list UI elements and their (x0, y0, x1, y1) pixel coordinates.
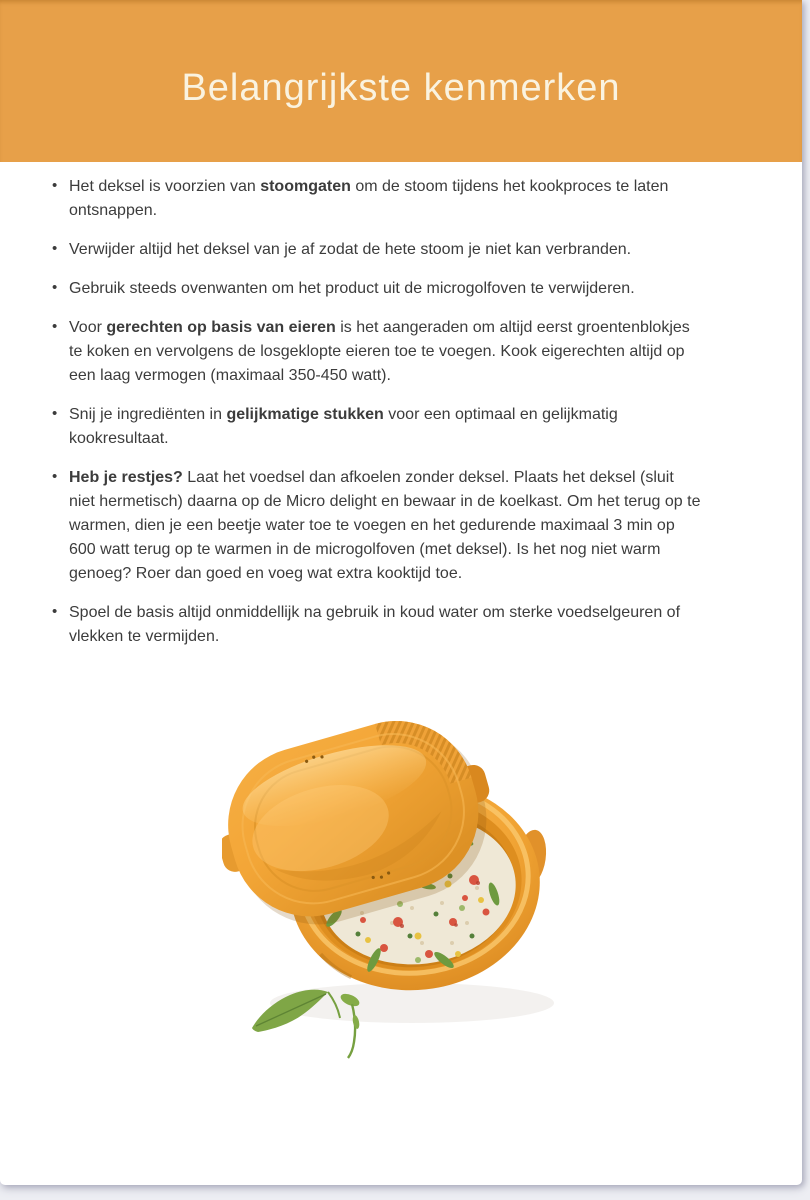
arugula-leaves (252, 990, 361, 1058)
bullet-text-segment: Laat het voedsel dan afkoelen zonder deksel. Plaats het deksel (sluit niet hermetisch) daarna op de Micro delight en bewaar in de koelkast. Om het terug op te warmen, dien je een beetje water toe te voegen en het gedurende maximaal 3 min op 600 watt terug op te warmen in de microgolfoven (met deksel). Is het nog niet warm genoeg? Roer dan goed en voeg wat extra kooktijd toe. (69, 469, 701, 582)
bullet-text (69, 469, 700, 582)
bullet-text (69, 319, 690, 384)
bullet-icon: • (52, 318, 58, 335)
bullet-text (69, 406, 618, 447)
bullet-text-segment: Gebruik steeds ovenwanten om het product uit de microgolfoven te verwijderen. (69, 280, 635, 297)
feature-list (52, 175, 704, 649)
feature-bullet (52, 316, 704, 388)
bullet-icon: • (52, 177, 58, 194)
bullet-text-segment: Spoel de basis altijd onmiddellijk na gebruik in koud water om sterke voedselgeuren of vlekken te vermijden. (69, 604, 681, 645)
bullet-text-bold: stoomgaten (260, 178, 351, 195)
product-image (222, 708, 582, 1060)
micro-delight-bowl-with-couscous-salad-icon (222, 708, 582, 1060)
bullet-text-segment: is het aangeraden om altijd eerst groentenblokjes te koken en vervolgens de losgeklopte eieren toe te voegen. Kook eigerechten altijd op een laag vermogen (maximaal 350-450 watt). (69, 319, 690, 384)
bullet-text (69, 178, 668, 219)
bullet-text-bold: Heb je restjes? (69, 469, 183, 486)
bullet-icon: • (52, 603, 58, 620)
page-title: Belangrijkste kenmerken (181, 66, 621, 109)
bullet-text-segment: voor een optimaal en gelijkmatig kookresultaat. (69, 406, 618, 447)
bullet-text (69, 241, 631, 258)
bullet-text-segment: Het deksel is voorzien van (69, 178, 261, 195)
bullet-text-segment: om de stoom tijdens het kookproces te laten ontsnappen. (69, 178, 669, 219)
bullet-text-bold: gelijkmatige stukken (226, 406, 384, 423)
feature-bullet (52, 466, 704, 586)
page-content (0, 162, 802, 649)
feature-bullet (52, 238, 704, 262)
feature-bullet (52, 601, 704, 649)
bullet-icon: • (52, 240, 58, 257)
page-header (0, 0, 802, 162)
bullet-icon: • (52, 468, 58, 485)
bullet-text-segment: Verwijder altijd het deksel van je af zodat de hete stoom je niet kan verbranden. (69, 241, 632, 258)
bullet-text-segment: Voor (69, 319, 107, 336)
feature-bullet (52, 403, 704, 451)
feature-bullet (52, 277, 704, 301)
bullet-text-bold: gerechten op basis van eieren (106, 319, 336, 336)
feature-bullet (52, 175, 704, 223)
bullet-icon: • (52, 279, 58, 296)
bullet-text-segment: Snij je ingrediënten in (69, 406, 227, 423)
bullet-text (69, 604, 680, 645)
bullet-icon: • (52, 405, 58, 422)
bullet-text (69, 280, 635, 297)
